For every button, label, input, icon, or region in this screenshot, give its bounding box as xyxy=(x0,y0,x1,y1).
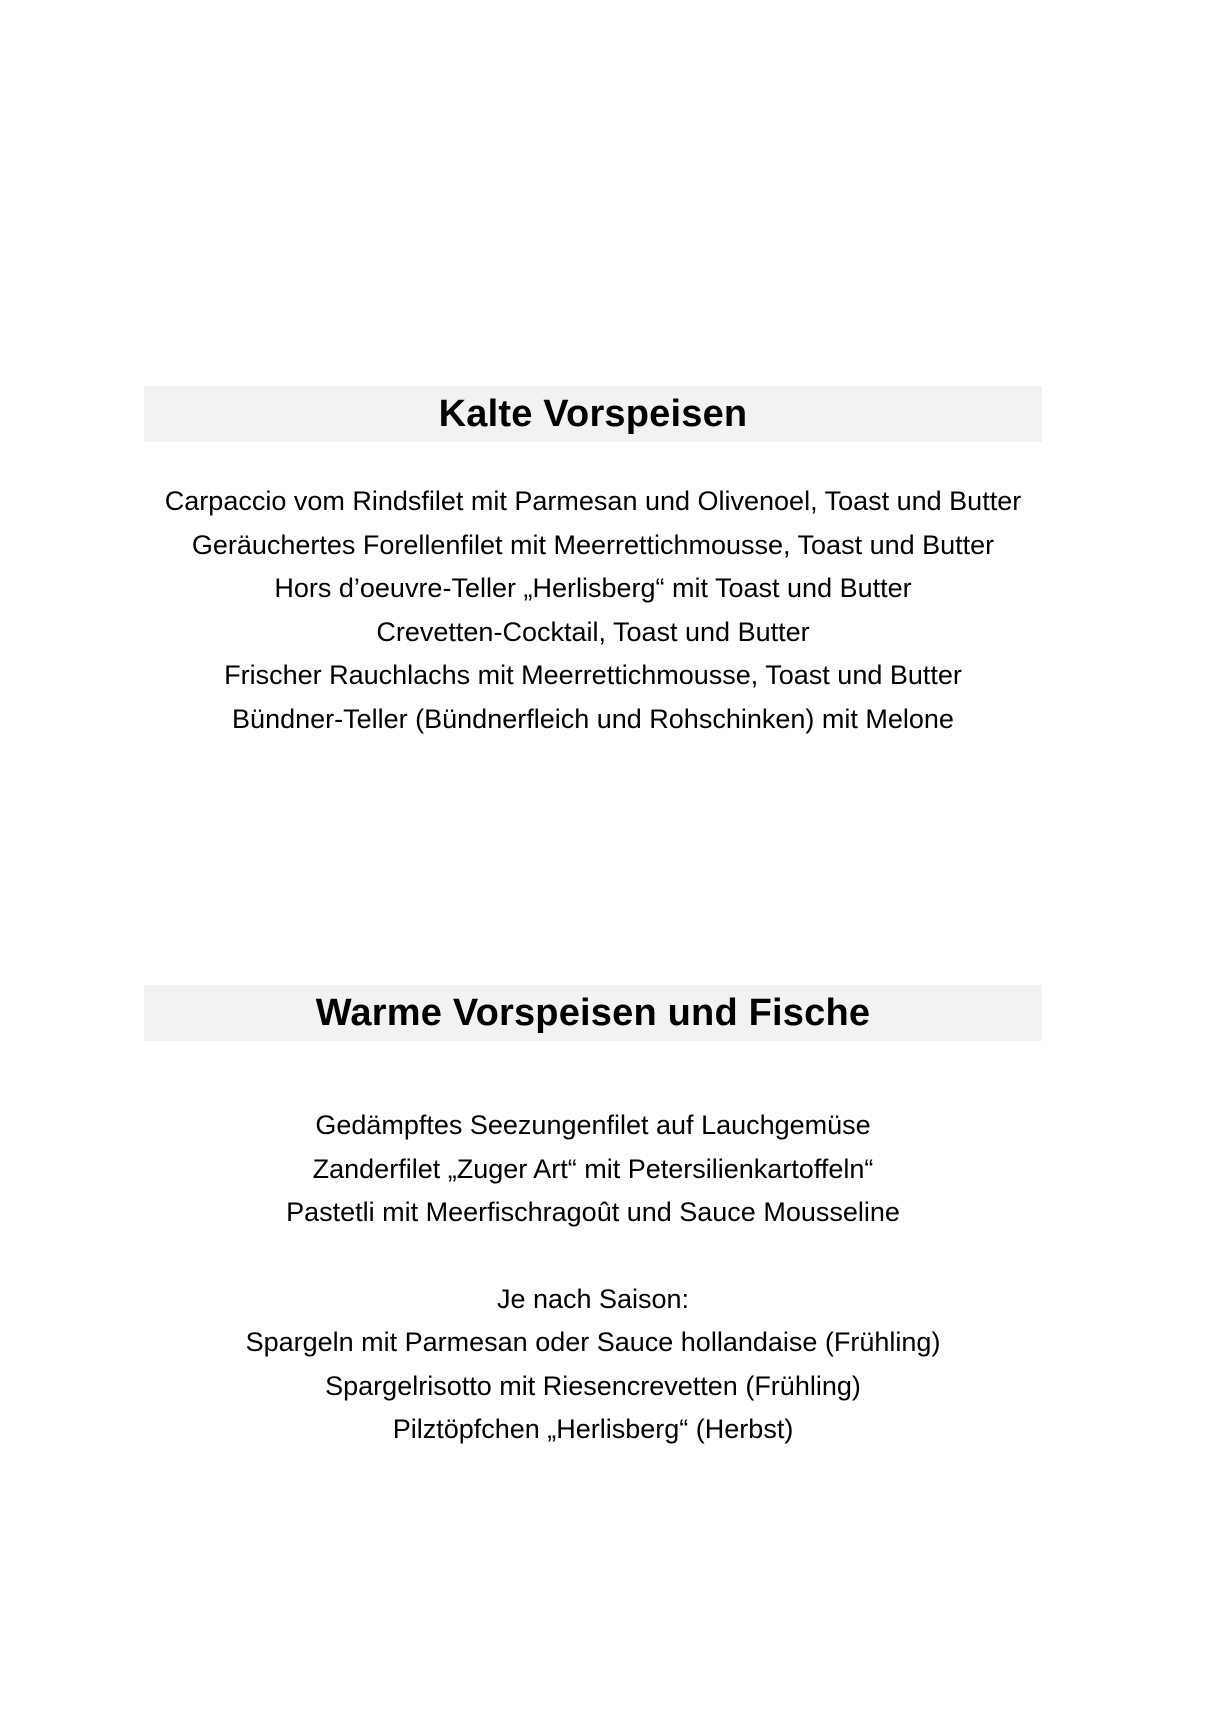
section-header-cold-starters xyxy=(144,386,1042,442)
menu-item: Crevetten-Cocktail, Toast und Butter xyxy=(376,616,810,647)
menu-item: Gedämpftes Seezungenfilet auf Lauchgemüse xyxy=(315,1110,871,1140)
warm-starters-list xyxy=(144,1104,1042,1235)
menu-item: Pilztöpfchen „Herlisberg“ (Herbst) xyxy=(392,1414,794,1444)
cold-starters-list xyxy=(144,480,1042,741)
section-header-warm-starters xyxy=(144,985,1042,1041)
menu-item: Spargeln mit Parmesan oder Sauce hollandaise (Frühling) xyxy=(245,1327,941,1357)
menu-item: Hors d’oeuvre-Teller „Herlisberg“ mit Toast und Butter xyxy=(274,573,912,603)
menu-item: Bündner-Teller (Bündnerfleich und Rohschinken) mit Melone xyxy=(232,703,954,734)
menu-item: Pastetli mit Meerfischragoût und Sauce Mousseline xyxy=(286,1197,900,1227)
section-title: Kalte Vorspeisen xyxy=(438,392,748,435)
menu-item: Carpaccio vom Rindsfilet mit Parmesan und Olivenoel, Toast und Butter xyxy=(164,486,1022,516)
menu-item: Geräuchertes Forellenfilet mit Meerrettichmousse, Toast und Butter xyxy=(191,529,995,560)
seasonal-label: Je nach Saison: xyxy=(496,1284,690,1314)
menu-item: Spargelrisotto mit Riesencrevetten (Frühling) xyxy=(325,1370,861,1401)
menu-item: Zanderfilet „Zuger Art“ mit Petersilienkartoffeln“ xyxy=(312,1153,874,1184)
seasonal-items-list xyxy=(144,1321,1042,1452)
menu-item: Frischer Rauchlachs mit Meerrettichmousse, Toast und Butter xyxy=(224,660,962,690)
section-title: Warme Vorspeisen und Fische xyxy=(315,991,871,1034)
